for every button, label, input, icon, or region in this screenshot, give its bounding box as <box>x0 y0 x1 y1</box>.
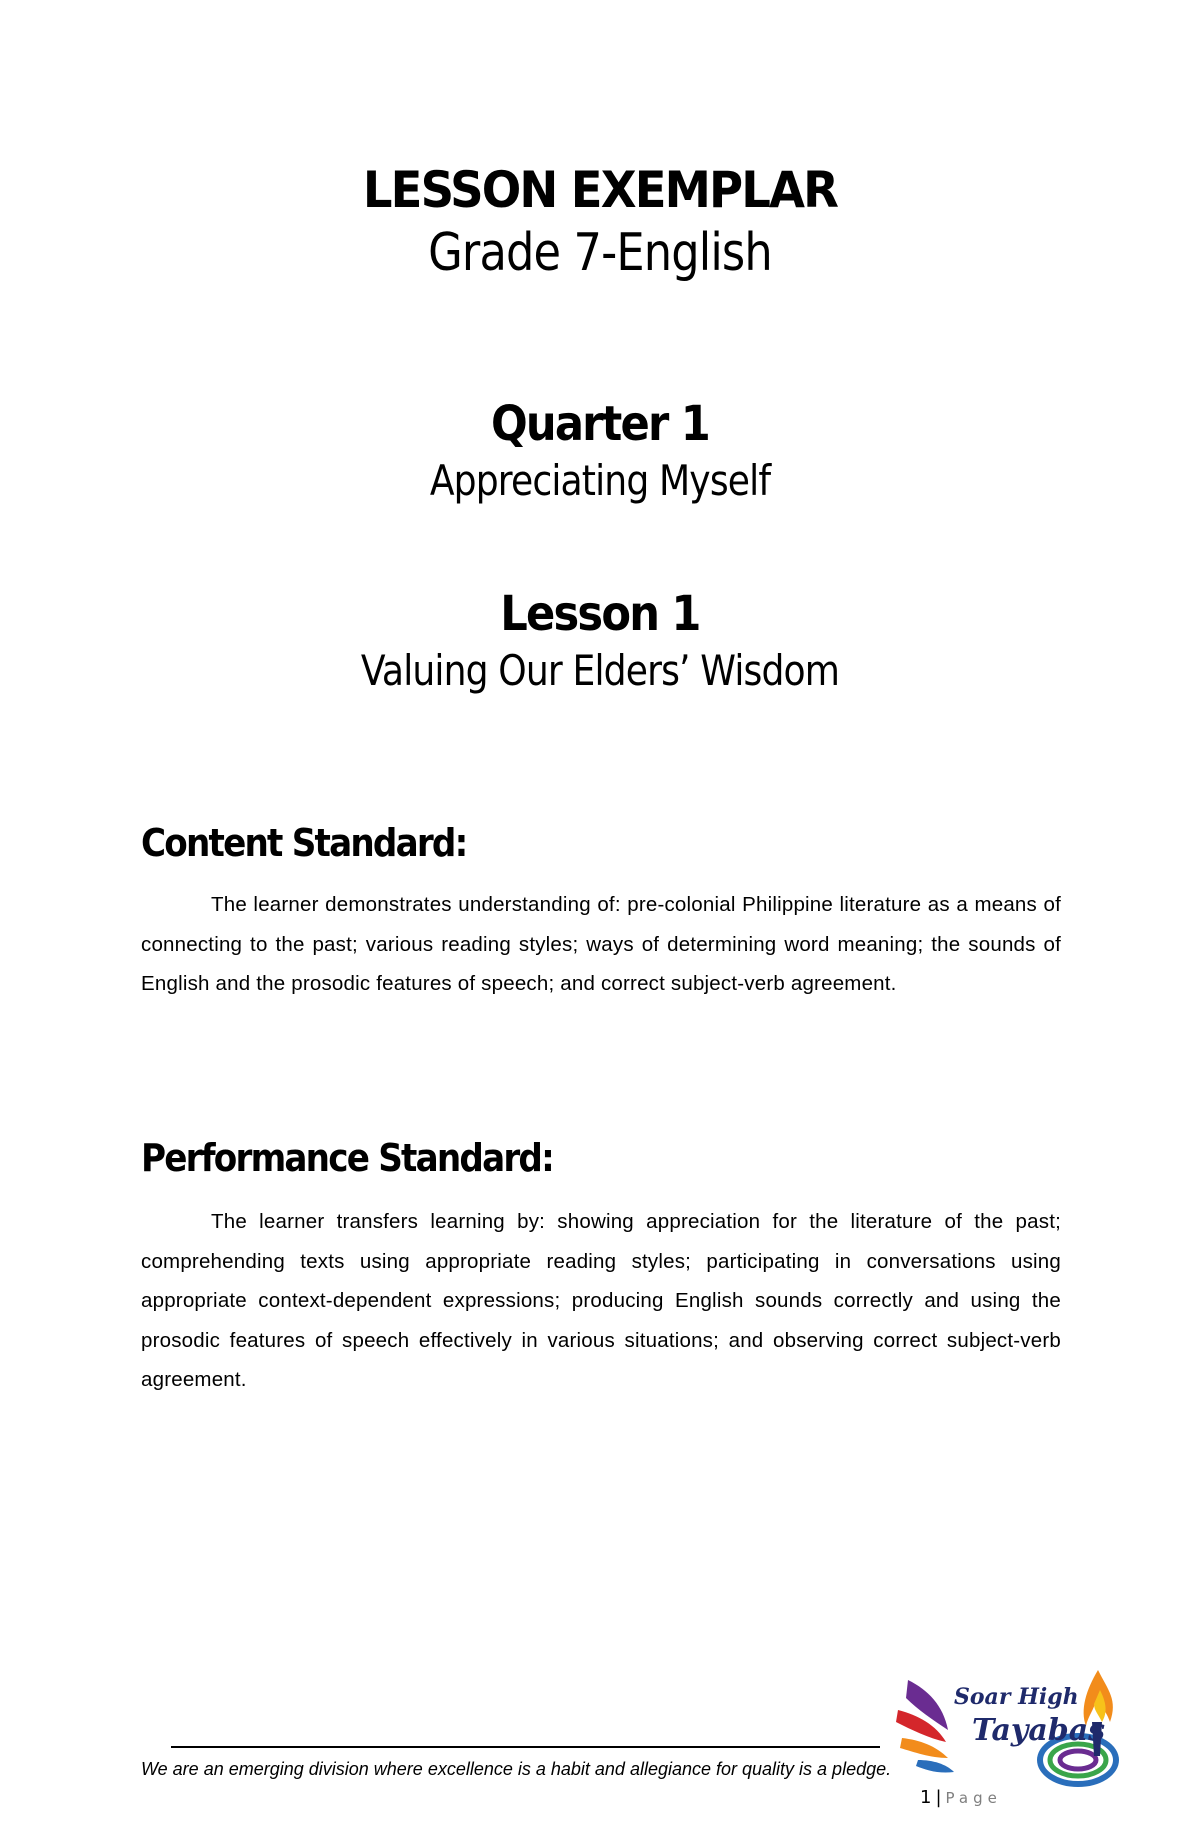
performance-standard-heading: Performance Standard: <box>141 1136 554 1180</box>
logo-swirl-inner <box>1060 1751 1096 1769</box>
document-title: LESSON EXEMPLAR <box>362 161 838 219</box>
logo-text-line1: Soar High <box>954 1684 1079 1710</box>
logo-text-line2: Tayabas <box>972 1713 1106 1748</box>
content-standard-body: The learner demonstrates understanding of: pre-colonial Philippine literature as a means of connecting to the past; various reading styles; ways of determining word meaning; the sounds of English and the prosodic features of speech; and correct subject-verb agreement. <box>141 893 1061 995</box>
page-word: Page <box>945 1789 1002 1807</box>
performance-standard-body: The learner transfers learning by: showing appreciation for the literature of the past; comprehending texts using appropriate reading styles; participating in conversations using appropriate context-dependent expressions; producing English sounds correctly and using the prosodic features of speech effectively in various situations; and observing correct subject-verb agreement. <box>141 1210 1061 1391</box>
footer-divider <box>171 1746 880 1748</box>
quarter-heading: Quarter 1 <box>490 396 710 452</box>
page-number-separator: | <box>935 1787 942 1808</box>
document-subtitle: Grade 7-English <box>428 223 772 283</box>
footer-motto: We are an emerging division where excellence is a habit and allegiance for quality is a pledge. <box>141 1759 892 1779</box>
quarter-block <box>0 395 1200 509</box>
content-standard-heading: Content Standard: <box>141 821 467 865</box>
lesson-heading: Lesson 1 <box>500 586 700 642</box>
quarter-theme: Appreciating Myself <box>429 456 771 505</box>
logo-wing-orange <box>900 1738 948 1758</box>
lesson-block <box>0 585 1200 699</box>
document-title-block <box>0 160 1200 286</box>
lesson-title: Valuing Our Elders’ Wisdom <box>360 646 840 695</box>
page-number-value: 1 <box>920 1787 932 1808</box>
page-number <box>920 1786 1002 1810</box>
